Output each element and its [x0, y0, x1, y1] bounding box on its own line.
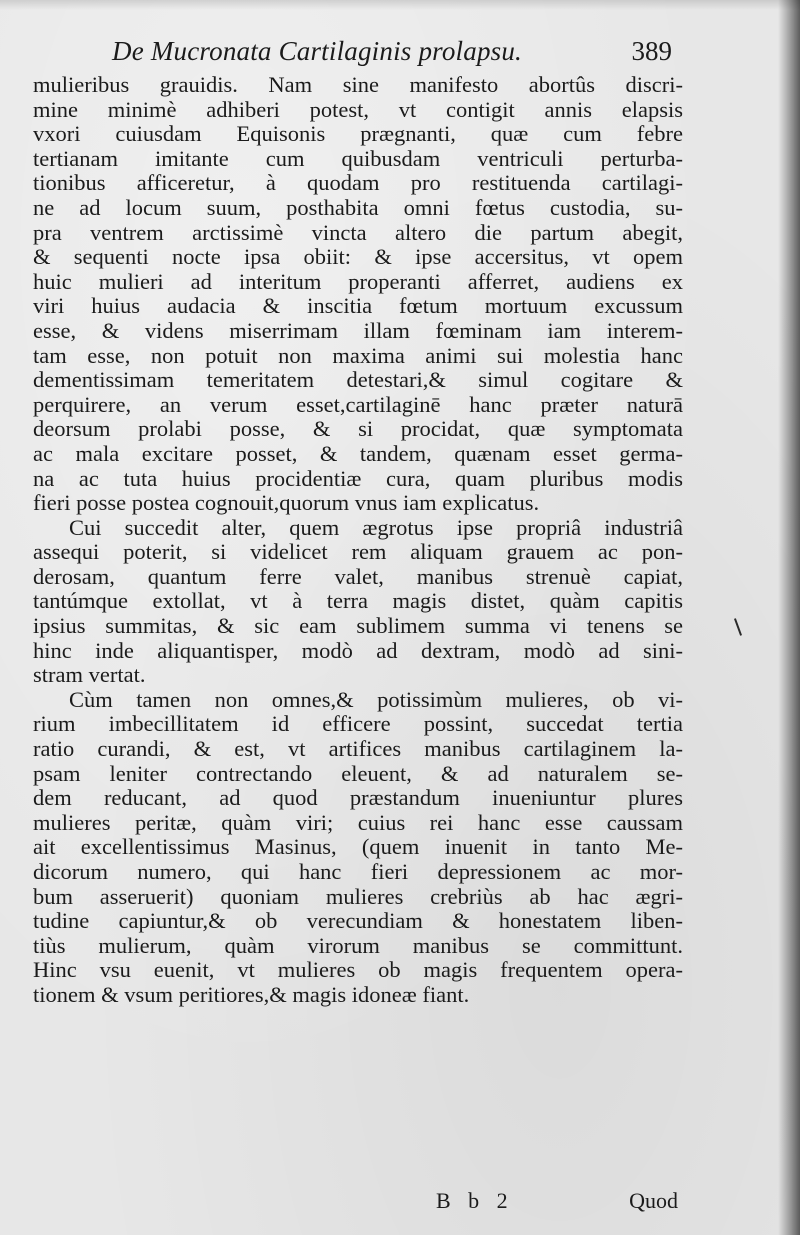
margin-mark: [734, 618, 742, 636]
text-line: ratio curandi, & est, vt artifices manibus cartilaginem la-: [33, 736, 683, 762]
text-line: huic mulieri ad interitum properanti afferret, audiens ex: [33, 268, 683, 294]
text-line: viri huius audacia & inscitia fœtum mortuum excussum: [33, 293, 683, 319]
text-line: tiùs mulierum, quàm virorum manibus se committunt.: [33, 932, 683, 958]
text-line: psam leniter contrectando eleuent, & ad naturalem se-: [33, 760, 683, 786]
paragraph-first-line: Cui succedit alter, quem ægrotus ipse propriâ industriâ: [69, 514, 683, 540]
paragraph-first-line: Cùm tamen non omnes,& potissimùm mulieres, ob vi-: [69, 686, 683, 712]
text-line: mulieribus grauidis. Nam sine manifesto abortûs discri-: [33, 72, 683, 97]
text-line: tionibus afficeretur, à quodam pro restituenda cartilagi-: [33, 170, 683, 196]
page-footer: [436, 1188, 678, 1218]
text-line: mine minimè adhiberi potest, vt contigit annis elapsis: [33, 96, 683, 122]
text-line: Hinc vsu euenit, vt mulieres ob magis frequentem opera-: [33, 957, 683, 983]
text-line: bum asseruerit) quoniam mulieres crebriùs ab hac ægri-: [33, 883, 683, 909]
scan-top-shadow: [0, 0, 800, 10]
text-line: fieri posse postea cognouit,quorum vnus iam explicatus.: [33, 490, 540, 516]
text-line: tertianam imitante cum quibusdam ventriculi perturba-: [33, 145, 683, 171]
text-line: assequi poterit, si videlicet rem aliquam grauem ac pon-: [33, 539, 683, 565]
text-line: hinc inde aliquantisper, modò ad dextram, modò ad sini-: [33, 637, 683, 663]
text-line: dementissimam temeritatem detestari,& simul cogitare &: [33, 367, 683, 393]
page-header: [112, 36, 672, 76]
text-line: tudine capiuntur,& ob verecundiam & honestatem liben-: [33, 908, 683, 934]
page-number: 389: [631, 36, 672, 66]
text-line: dicorum numero, qui hanc fieri depressionem ac mor-: [33, 859, 683, 884]
text-line: pra ventrem arctissimè vincta altero die partum abegit,: [33, 219, 683, 245]
text-line: ait excellentissimus Masinus, (quem inuenit in tanto Me-: [33, 834, 683, 860]
text-line: rium imbecillitatem id efficere possint, succedat tertia: [33, 711, 683, 737]
text-line: tam esse, non potuit non maxima animi sui molestia hanc: [33, 342, 683, 368]
text-line: esse, & videns miserrimam illam fœminam iam interem-: [33, 317, 683, 343]
text-line: ac mala excitare posset, & tandem, quænam esset germa-: [33, 440, 683, 466]
text-line: mulieres peritæ, quàm viri; cuius rei hanc esse caussam: [33, 809, 683, 835]
text-line: derosam, quantum ferre valet, manibus strenuè capiat,: [33, 563, 683, 589]
body-text: [33, 73, 683, 1008]
signature-mark: B b 2: [436, 1188, 514, 1213]
text-line: dem reducant, ad quod præstandum inueniuntur plures: [33, 785, 683, 811]
text-line: ne ad locum suum, posthabita omni fœtus custodia, su-: [33, 194, 683, 220]
text-line: na ac tuta huius procidentiæ cura, quam pluribus modis: [33, 465, 683, 491]
scan-edge-shadow: [778, 0, 800, 1235]
running-head: De Mucronata Cartilaginis prolapsu.: [112, 36, 523, 66]
text-line: perquirere, an verum esset,cartilaginē hanc præter naturā: [33, 391, 683, 417]
text-line: tionem & vsum peritiores,& magis idoneæ fiant.: [33, 981, 470, 1007]
text-line: stram vertat.: [33, 662, 146, 688]
catchword: Quod: [629, 1188, 678, 1213]
text-line: vxori cuiusdam Equisonis prægnanti, quæ cum febre: [33, 121, 683, 147]
text-line: tantúmque extollat, vt à terra magis distet, quàm capitis: [33, 588, 683, 614]
text-line: ipsius summitas, & sic eam sublimem summa vi tenens se: [33, 613, 683, 639]
text-line: deorsum prolabi posse, & si procidat, quæ symptomata: [33, 416, 683, 442]
text-line: & sequenti nocte ipsa obiit: & ipse accersitus, vt opem: [33, 244, 683, 270]
